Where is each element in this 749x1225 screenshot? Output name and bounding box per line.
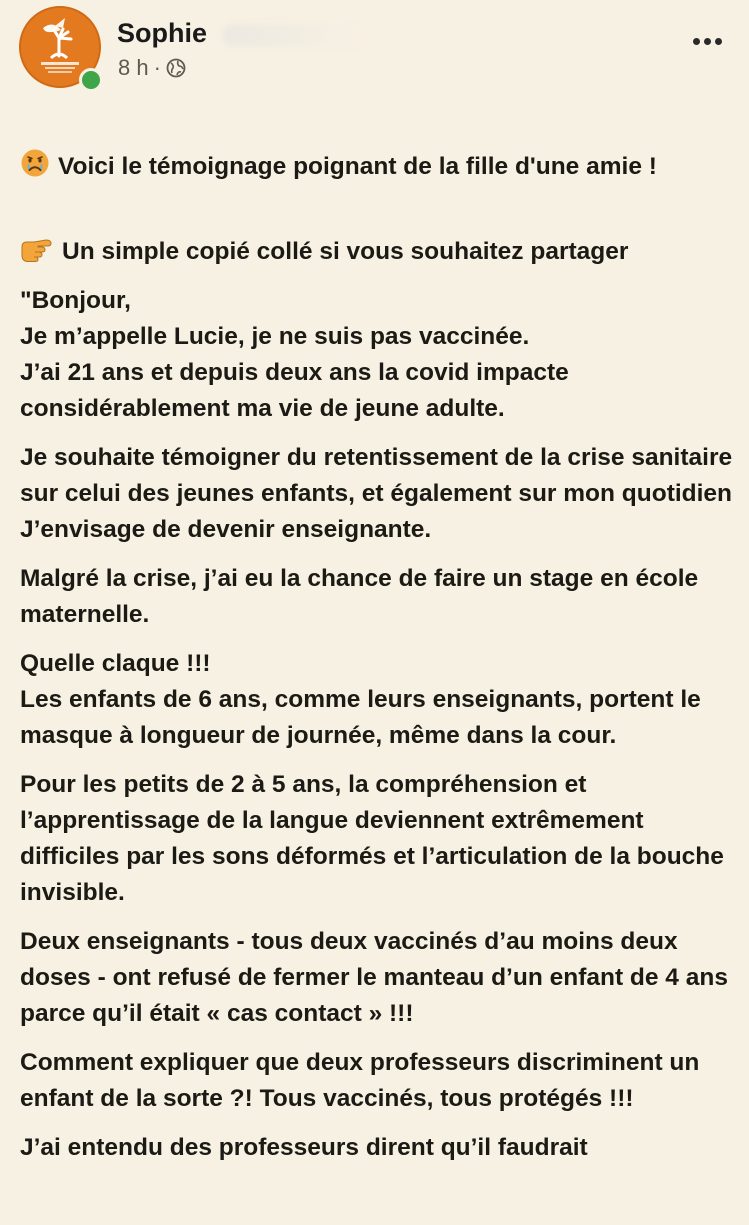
post-paragraph: J’ai entendu des professeurs dirent qu’il faudrait xyxy=(20,1134,588,1161)
share-text: Un simple copié collé si vous souhaitez partager xyxy=(62,238,629,265)
more-options-icon xyxy=(704,38,711,45)
post-paragraph: Comment expliquer que deux professeurs discriminent un enfant de la sorte ?! Tous vaccinés, tous protégés !!! xyxy=(20,1049,700,1112)
sad-face-emoji xyxy=(20,148,50,178)
online-status-dot xyxy=(79,68,103,92)
post-time[interactable]: 8 h xyxy=(118,55,149,80)
intro-text: Voici le témoignage poignant de la fille d'une amie ! xyxy=(58,153,657,180)
author-name[interactable]: Sophie xyxy=(117,18,208,48)
globe-icon xyxy=(166,58,186,78)
more-options-button[interactable] xyxy=(687,26,727,56)
redacted-surname xyxy=(222,24,367,46)
more-options-icon xyxy=(715,38,722,45)
post-paragraph: "Bonjour, Je m’appelle Lucie, je ne suis pas vaccinée. J’ai 21 ans et depuis deux ans la covid impacte considérablement ma vie de jeune adulte. xyxy=(20,287,569,422)
post-paragraph: Malgré la crise, j’ai eu la chance de faire un stage en école maternelle. xyxy=(20,565,699,628)
post-paragraph: Quelle claque !!! Les enfants de 6 ans, comme leurs enseignants, portent le masque à longueur de journée, même dans la cour. xyxy=(20,650,701,749)
post-header xyxy=(0,0,749,100)
post-paragraph: Deux enseignants - tous deux vaccinés d’au moins deux doses - ont refusé de fermer le manteau d’un enfant de 4 ans parce qu’il était « cas contact » !!! xyxy=(20,928,728,1027)
post-meta xyxy=(118,55,186,81)
share-paragraph xyxy=(20,198,735,270)
more-options-icon xyxy=(693,38,700,45)
post-paragraph: Pour les petits de 2 à 5 ans, la compréhension et l’apprentissage de la langue deviennent extrêmement difficiles par les sons déformés et l’articulation de la bouche invisible. xyxy=(20,771,724,906)
avatar[interactable] xyxy=(19,6,101,88)
intro-paragraph xyxy=(20,112,735,185)
meta-separator: · xyxy=(153,55,161,80)
post-text xyxy=(20,112,735,1179)
pointing-right-emoji xyxy=(20,235,54,263)
post-paragraph: Je souhaite témoigner du retentissement de la crise sanitaire sur celui des jeunes enfants, et également sur mon quotidien J’envisage de devenir enseignante. xyxy=(20,444,733,543)
